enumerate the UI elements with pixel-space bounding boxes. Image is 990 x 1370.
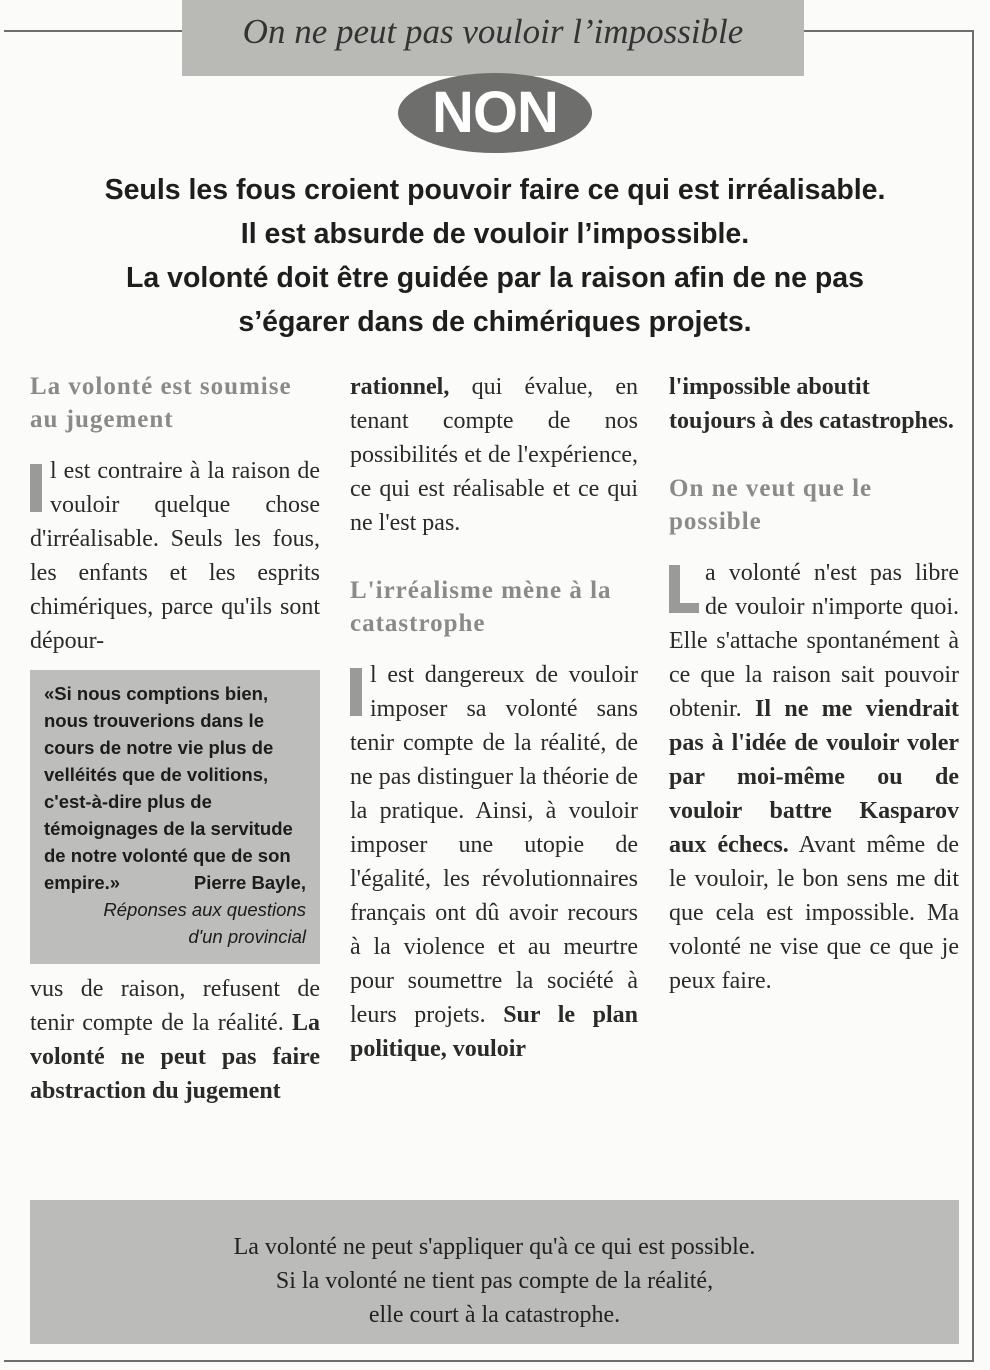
paragraph-rationnel-text: qui évalue, en tenant compte de nos possibilités et de l'expérience, ce qui est réalisable et ce qui ne l'est pas. xyxy=(350,374,639,536)
paragraph-possible-bold: Il ne me viendrait pas à l'idée de vouloir voler par moi-même ou de vouloir battre Kasparov aux échecs. xyxy=(669,696,959,858)
heading-jugement: La volonté est soumise au jugement xyxy=(30,373,292,433)
paragraph-catastrophe-text: l est dangereux de vouloir imposer sa volonté sans tenir compte de la réalité, de ne pas distinguer la théorie de la pratique. Ainsi, à vouloir imposer une utopie de l'égalité, les révolutionnaires français ont dû avoir recours à la violence et au meurtre pour soumettre la société à leurs projets. xyxy=(350,662,638,1028)
paragraph-rationnel-bold: rationnel, xyxy=(350,374,450,400)
column-3 xyxy=(669,370,959,998)
column-2 xyxy=(350,370,638,1066)
column-1 xyxy=(30,370,320,1108)
paragraph-catastrophe xyxy=(350,658,638,1066)
non-badge: NON xyxy=(398,73,592,153)
heading-catastrophe: L'irréalisme mène à la catastrophe xyxy=(350,577,612,637)
lead-line-1: Seuls les fous croient pouvoir faire ce qui est irréalisable. xyxy=(104,174,886,206)
heading-possible: On ne veut que le possible xyxy=(669,475,873,535)
page-title: On ne peut pas vouloir l’impossible xyxy=(242,12,744,51)
lead-line-2: Il est absurde de vouloir l’impossible. xyxy=(240,218,750,250)
quote-box xyxy=(30,670,320,964)
paragraph-impossible xyxy=(669,370,959,438)
conclusion-line-3: elle court à la catastrophe. xyxy=(368,1302,621,1328)
lead-line-3: La volonté doit être guidée par la raison afin de ne pas xyxy=(126,262,864,294)
lead-line-4: s’égarer dans de chimériques projets. xyxy=(238,306,752,338)
paragraph-jugement-cont xyxy=(30,972,320,1108)
paragraph-possible-end: Avant même de le vouloir, le bon sens me dit que cela est impossible. Ma volonté ne vise que ce que je peux faire. xyxy=(669,832,959,994)
paragraph-rationnel xyxy=(350,370,638,540)
title-banner xyxy=(182,0,804,76)
lead-statement xyxy=(30,168,960,344)
paragraph-catastrophe-bold: Sur le plan politique, vouloir xyxy=(350,1002,638,1062)
paragraph-jugement-cont-bold: La volonté ne peut pas faire abstraction du jugement xyxy=(30,1010,321,1104)
paragraph-jugement-text: l est contraire à la raison de vouloir quelque chose d'irréalisable. Seuls les fous, les enfants et les esprits chimériques, parce qu'ils sont dépour- xyxy=(30,458,320,654)
quote-work-line-1: Réponses aux questions xyxy=(103,899,306,920)
quote-text: «Si nous comptions bien, nous trouverions dans le cours de notre vie plus de velléités que de volitions, c'est-à-dire plus de témoignages de la servitude de notre volonté que de son empire.» xyxy=(44,683,293,893)
quote-author: Pierre Bayle, xyxy=(193,872,306,893)
paragraph-possible xyxy=(669,556,959,998)
conclusion-box xyxy=(30,1200,959,1344)
quote-work-line-2: d'un provincial xyxy=(188,926,306,947)
dropcap-bar xyxy=(30,464,42,512)
paragraph-possible-start: a volonté n'est pas libre de vouloir n'importe quoi. Elle s'attache spontanément à ce que la raison sait pouvoir obtenir. xyxy=(669,560,959,722)
paragraph-impossible-bold: l'impossible aboutit toujours à des catastrophes. xyxy=(669,374,954,434)
dropcap-l-shape xyxy=(669,565,699,613)
dropcap-bar xyxy=(350,668,362,716)
paragraph-jugement xyxy=(30,454,320,658)
conclusion-line-2: Si la volonté ne tient pas compte de la réalité, xyxy=(275,1268,714,1294)
paragraph-jugement-cont-text: vus de raison, refusent de tenir compte de la réalité. xyxy=(30,976,320,1036)
conclusion-line-1: La volonté ne peut s'appliquer qu'à ce qui est possible. xyxy=(233,1234,756,1260)
